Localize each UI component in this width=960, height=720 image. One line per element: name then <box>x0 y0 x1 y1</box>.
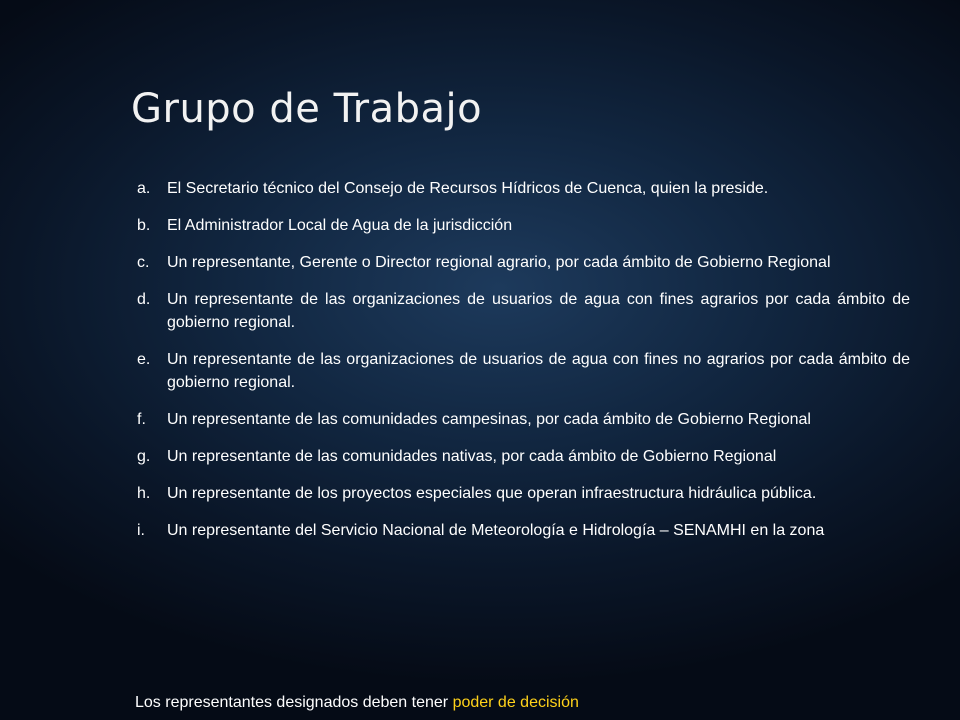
list-item <box>137 288 910 334</box>
list-item-text: Un representante, Gerente o Director regional agrario, por cada ámbito de Gobierno Regional <box>167 254 831 271</box>
list-item <box>137 408 910 431</box>
list-item-text: Un representante de los proyectos especiales que operan infraestructura hidráulica pública. <box>167 485 817 502</box>
list-item-text: Un representante de las comunidades nativas, por cada ámbito de Gobierno Regional <box>167 448 777 465</box>
footer-highlight: poder de decisión <box>452 694 579 711</box>
list-marker: g. <box>137 448 151 465</box>
list-item-text: Un representante de las organizaciones de usuarios de agua con fines no agrarios por cada ámbito de gobierno regional. <box>167 351 910 391</box>
list-item-text: El Administrador Local de Agua de la jurisdicción <box>167 217 513 234</box>
list-item-text: Un representante del Servicio Nacional de Meteorología e Hidrología – SENAMHI en la zona <box>167 522 825 539</box>
list-item-text: Un representante de las comunidades campesinas, por cada ámbito de Gobierno Regional <box>167 411 811 428</box>
list-item <box>137 177 910 200</box>
list-item <box>137 214 910 237</box>
list-marker: c. <box>137 254 150 271</box>
list-item-text: Un representante de las organizaciones de usuarios de agua con fines agrarios por cada ámbito de gobierno regional. <box>167 291 910 331</box>
list-item <box>137 348 910 394</box>
list-marker: a. <box>137 180 151 197</box>
list-item <box>137 482 910 505</box>
list-marker: d. <box>137 291 151 308</box>
member-list <box>137 177 910 556</box>
list-marker: h. <box>137 485 151 502</box>
list-item <box>137 251 910 274</box>
list-marker: b. <box>137 217 151 234</box>
footer-note <box>135 691 579 714</box>
list-marker: f. <box>137 411 146 428</box>
list-marker: e. <box>137 351 151 368</box>
slide-title: Grupo de Trabajo <box>131 86 483 132</box>
list-item <box>137 519 910 542</box>
list-marker: i. <box>137 522 145 539</box>
footer-text: Los representantes designados deben tener <box>135 694 453 711</box>
list-item <box>137 445 910 468</box>
list-item-text: El Secretario técnico del Consejo de Recursos Hídricos de Cuenca, quien la preside. <box>167 180 769 197</box>
